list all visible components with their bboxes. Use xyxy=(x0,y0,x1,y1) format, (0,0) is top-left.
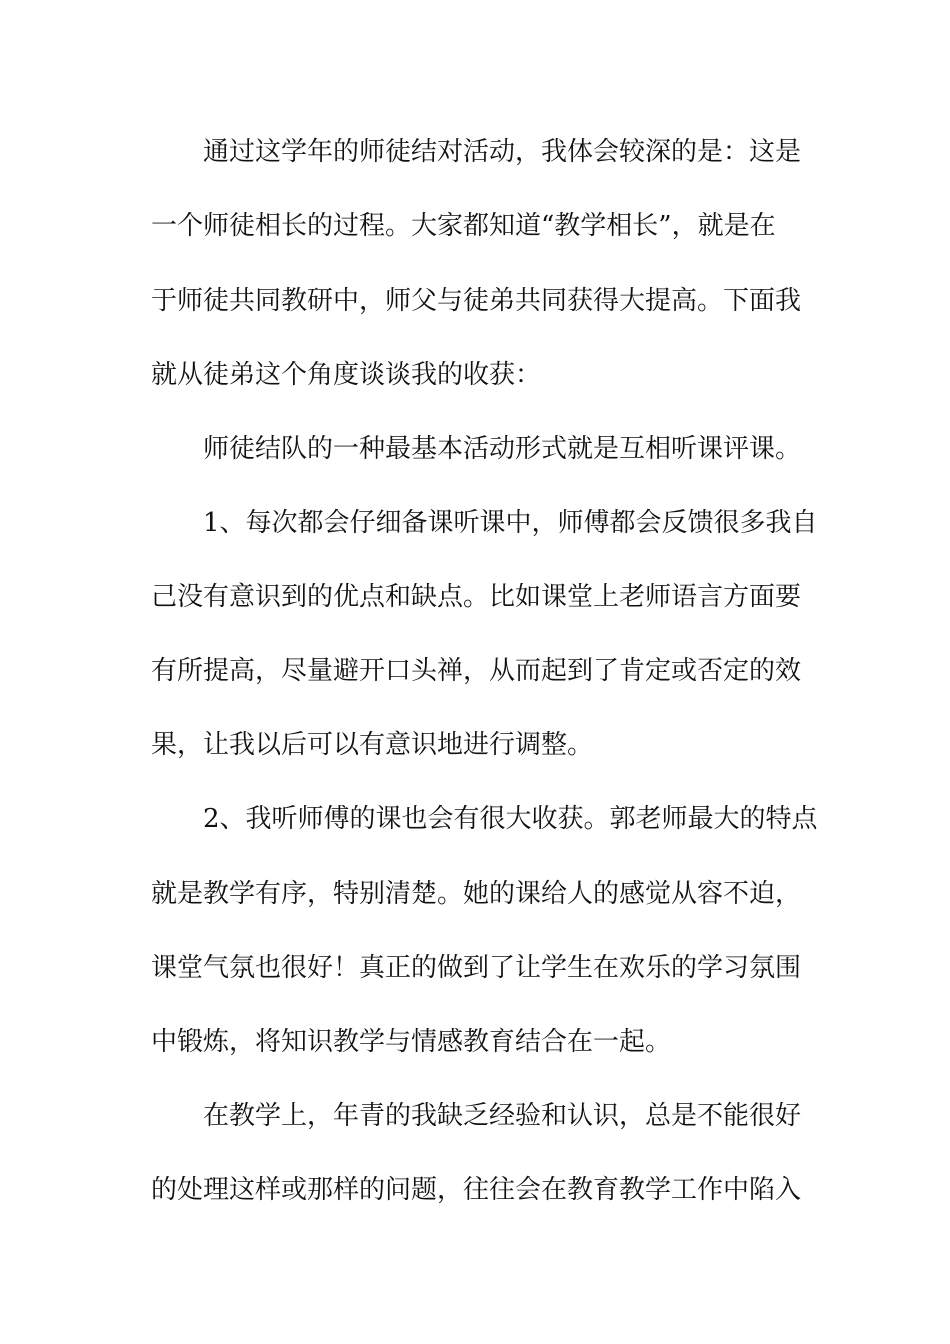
paragraph-3-line-3: 有所提高，尽量避开口头禅，从而起到了肯定或否定的效 xyxy=(151,656,802,686)
paragraph-4-line-1: 2、我听师傅的课也会有很大收获。郭老师最大的特点 xyxy=(203,804,818,834)
paragraph-3-line-4: 果，让我以后可以有意识地进行调整。 xyxy=(151,730,594,760)
paragraph-5-line-2: 的处理这样或那样的问题，往往会在教育教学工作中陷入 xyxy=(151,1175,802,1205)
paragraph-1-line-1: 通过这学年的师徒结对活动，我体会较深的是：这是 xyxy=(203,137,802,167)
paragraph-1-line-3: 于师徒共同教研中，师父与徒弟共同获得大提高。下面我 xyxy=(151,286,802,316)
paragraph-4-line-3: 课堂气氛也很好！真正的做到了让学生在欢乐的学习氛围 xyxy=(151,953,802,983)
paragraph-3-line-2: 己没有意识到的优点和缺点。比如课堂上老师语言方面要 xyxy=(151,582,802,612)
paragraph-3-line-1: 1、每次都会仔细备课听课中，师傅都会反馈很多我自 xyxy=(203,508,818,538)
paragraph-4-line-4: 中锻炼，将知识教学与情感教育结合在一起。 xyxy=(151,1027,672,1057)
paragraph-1-line-4: 就从徒弟这个角度谈谈我的收获： xyxy=(151,360,542,390)
paragraph-4-line-2: 就是教学有序，特别清楚。她的课给人的感觉从容不迫， xyxy=(151,879,802,909)
paragraph-5-line-1: 在教学上，年青的我缺乏经验和认识，总是不能很好 xyxy=(203,1101,802,1131)
paragraph-1-line-2: 一个师徒相长的过程。大家都知道“教学相长”，就是在 xyxy=(151,211,776,241)
paragraph-2-line-1: 师徒结队的一种最基本活动形式就是互相听课评课。 xyxy=(203,434,802,464)
